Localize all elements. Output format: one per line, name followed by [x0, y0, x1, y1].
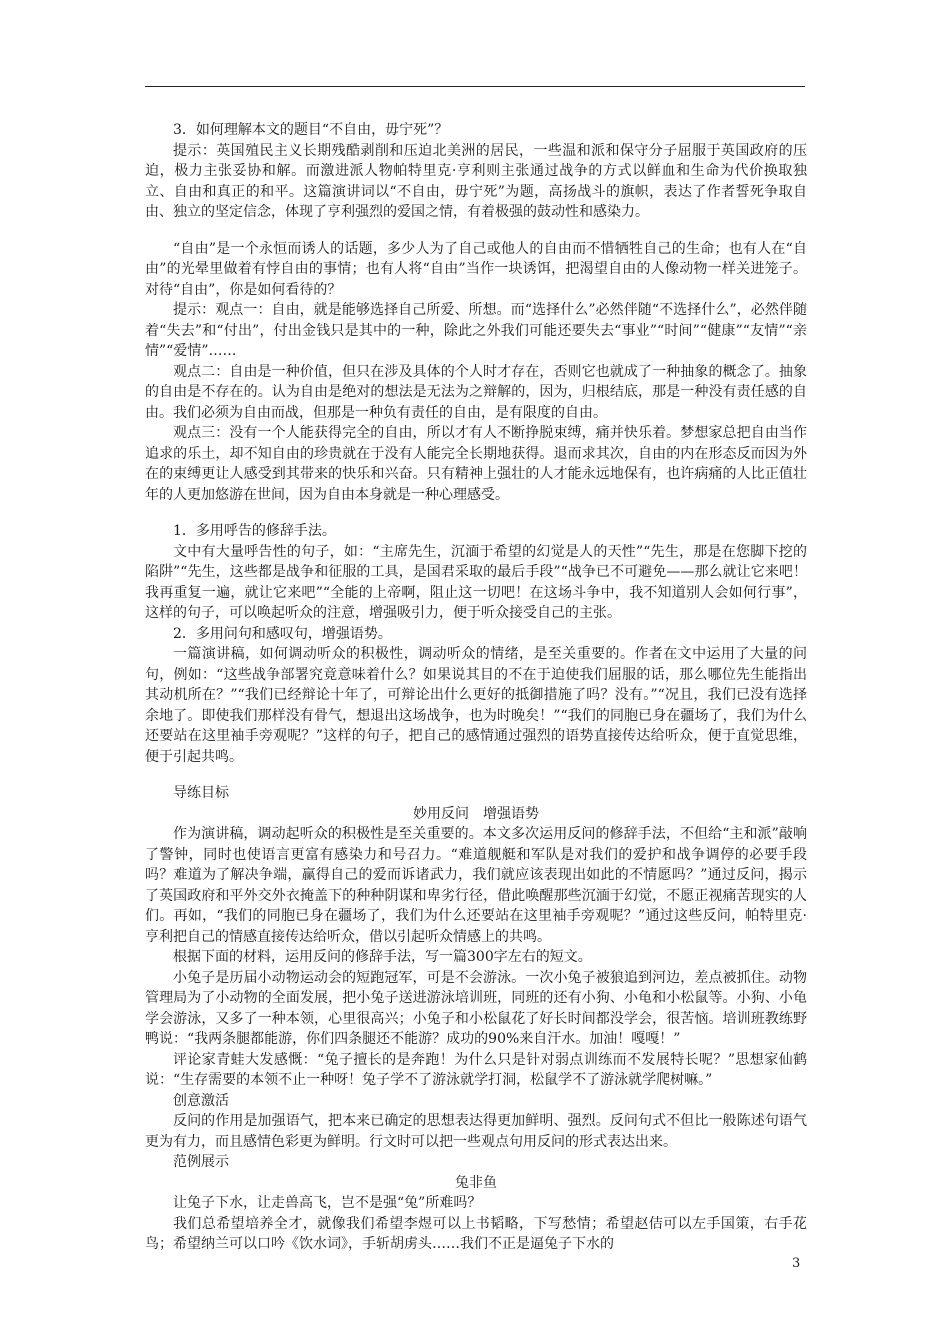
- rhetoric-item-1-body: 文中有大量呼告性的句子，如：“主席先生，沉湎于希望的幻觉是人的天性”“先生，那是在您脚下挖的陷阱”“先生，这些都是战争和征服的工具，是国君采取的最后手段”“战争已不可避免——那么就让它来吧！我再重复一遍，就让它来吧”“全能的上帝啊，阻止这一切吧！在这场斗争中，我不知道别人会如何行事”，这样的句子，可以唤起听众的注意，增强吸引力，便于听众接受自己的主张。: [145, 543, 807, 621]
- practice-title: 妙用反问 增强语势: [413, 805, 539, 822]
- rhetoric-item-2-title: 2．多用问句和感叹句，增强语势。: [173, 625, 392, 642]
- rhetoric-item-2-body: 一篇演讲稿，如何调动听众的积极性，调动听众的情绪，是至关重要的。作者在文中运用了大量的问句，例如：“这些战争部署究竟意味着什么？如果说其目的不在于迫使我们屈服的话，那么哪位先生能指出其动机所在？”“我们已经辩论十年了，可辩论出什么更好的抵御措施了吗？没有。”“况且，我们已没有选择余地了。即使我们那样没有骨气，想退出这场战争，也为时晚矣！”“我们的同胞已身在疆场了，我们为什么还要站在这里袖手旁观呢？”这样的句子，把自己的感情通过强烈的语势直接传达给听众，便于直觉思维，便于引起共鸣。: [145, 646, 807, 765]
- header-rule: [145, 86, 805, 87]
- practice-body-1: 作为演讲稿，调动起听众的积极性是至关重要的。本文多次运用反问的修辞手法，不但给“主和派”敲响了警钟，同时也使语言更富有感染力和号召力。“难道舰艇和军队是对我们的爱护和战争调停的必要手段吗？难道为了解决争端，赢得自己的爱而诉诸武力，我们就应该表现出如此的不情愿吗？”通过反问，揭示了英国政府和平外交外衣掩盖下的种种阴谋和卑劣行径，借此唤醒那些沉湎于幻觉，不愿正视痛苦现实的人们。再如，“我们的同胞已身在疆场了，我们为什么还要站在这里袖手旁观呢？”通过这些反问，帕特里克·亨利把自己的情感直接传达给听众，借以引起听众情感上的共鸣。: [145, 826, 807, 945]
- spacer: [145, 223, 807, 239]
- example-body-1: 让兔子下水，让走兽高飞，岂不是强“兔”所难吗？: [173, 1195, 482, 1211]
- page-number: 3: [792, 1256, 801, 1271]
- freedom-view-3: 观点三：没有一个人能获得完全的自由，所以才有人不断挣脱束缚，痛并快乐着。梦想家总把自由当作追求的乐土，却不知自由的珍贵就在于没有人能完全长期地获得。退而求其次，自由的内在形态反而因为外在的束缚更让人感受到其带来的快乐和兴奋。只有精神上强壮的人才能永远地保有，也许病痛的人比正值壮年的人更加悠游在世间，因为自由本身就是一种心理感受。: [145, 425, 807, 503]
- rhetoric-item-1-title: 1．多用呼告的修辞手法。: [173, 523, 336, 539]
- question-3: 3．如何理解本文的题目“不自由，毋宁死”？: [173, 122, 449, 138]
- inspiration-body: 反问的作用是加强语气，把本来已确定的思想表达得更加鲜明、强烈。反问句式不但比一般陈述句语气更为有力，而且感情色彩更为鲜明。行文时可以把一些观点句用反问的形式表达出来。: [145, 1113, 807, 1150]
- freedom-intro: “自由”是一个永恒而诱人的话题，多少人为了自己或他人的自由而不惜牺牲自己的生命；也有人在“自由”的光晕里做着有悖自由的事情；也有人将“自由”当作一块诱饵，把渴望自由的人像动物一样关进笼子。对待“自由”，你是如何看待的？: [145, 240, 807, 298]
- document-body: [145, 120, 807, 1255]
- inspiration-label: 创意激活: [173, 1092, 229, 1109]
- practice-body-4: 评论家青蛙大发感慨：“兔子擅长的是奔跑！为什么只是针对弱点训练而不发展特长呢？”思想家仙鹤说：“生存需要的本领不止一种呀！兔子学不了游泳就学打洞，松鼠学不了游泳就学爬树嘛。”: [145, 1051, 807, 1088]
- spacer: [145, 767, 807, 783]
- freedom-view-2: 观点二：自由是一种价值，但只在涉及具体的个人时才存在，否则它也就成了一种抽象的概念了。抽象的自由是不存在的。认为自由是绝对的想法是无法为之辩解的，因为，归根结底，那是一种没有责任感的自由。我们必须为自由而战，但那是一种负有责任的自由，是有限度的自由。: [145, 363, 807, 421]
- spacer: [145, 505, 807, 521]
- example-title: 兔非鱼: [455, 1174, 497, 1191]
- example-label: 范例展示: [173, 1154, 229, 1170]
- practice-label: 导练目标: [173, 785, 229, 801]
- freedom-view-1: 提示：观点一：自由，就是能够选择自己所爱、所想。而“选择什么”必然伴随“不选择什么”，必然伴随着“失去”和“付出”，付出金钱只是其中的一种，除此之外我们可能还要失去“事业”“时间”“健康”“友情”“亲情”“爱情”……: [145, 302, 807, 359]
- example-body-2: 我们总希望培养全才，就像我们希望李煜可以上书韬略，下写愁情；希望赵佶可以左手国策，右手花鸟；希望纳兰可以口吟《饮水词》，手斩胡虏头……我们不正是逼兔子下水的: [145, 1215, 807, 1252]
- question-3-answer: 提示：英国殖民主义长期残酷剥削和压迫北美洲的居民，一些温和派和保守分子屈服于英国政府的压迫，极力主张妥协和解。而激进派人物帕特里克·亨利则主张通过战争的方式以鲜血和生命为代价换取独立、自由和真正的和平。这篇演讲词以“不自由，毋宁死”为题，高扬战斗的旗帜，表达了作者誓死争取自由、独立的坚定信念，体现了亨利强烈的爱国之情，有着极强的鼓动性和感染力。: [145, 142, 807, 220]
- practice-body-3: 小兔子是历届小动物运动会的短跑冠军，可是不会游泳。一次小兔子被狼追到河边，差点被抓住。动物管理局为了小动物的全面发展，把小兔子送进游泳培训班，同班的还有小狗、小龟和小松鼠等。小狗、小龟学会游泳，又多了一种本领，心里很高兴；小兔子和小松鼠花了好长时间都没学会，很苦恼。培训班教练野鸭说：“我两条腿都能游，你们四条腿还不能游？成功的90%来自汗水。加油！嘎嘎！”: [145, 969, 807, 1047]
- practice-body-2: 根据下面的材料，运用反问的修辞手法，写一篇300字左右的短文。: [173, 949, 592, 965]
